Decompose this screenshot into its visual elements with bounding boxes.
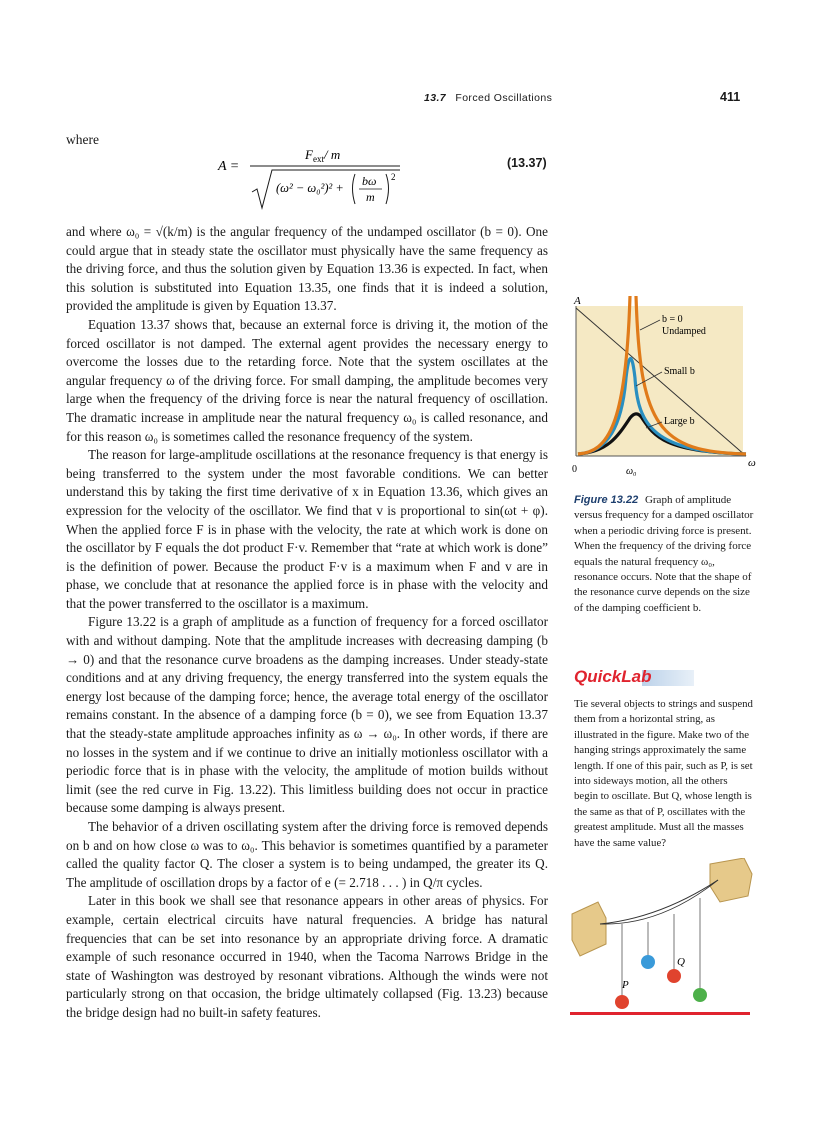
eq-exp: 2 <box>391 172 396 182</box>
section-number: 13.7 <box>424 92 447 104</box>
svg-text:Fext/ m <box>304 147 340 164</box>
paragraph: Later in this book we shall see that resonance appears in other areas of physics. For example, certain electrical circuits have natural frequencies. A bridge has natural frequencies that can be set into resonance by an appropriate driving force. A dramatic example of such resonance occurred in 1940, when the Tacoma Narrows Bridge in the state of Washington was destroyed by resonant vibrations. Although the winds were not particularly strong on that occasion, the bridge ultimately collapsed (Fig. 13.23) because the bridge design had no built-in safety features. <box>66 893 548 1020</box>
eq-den-bden: m <box>366 190 375 204</box>
where-label: where <box>66 132 99 147</box>
origin-label: 0 <box>572 464 577 475</box>
figure-label: Figure 13.22 <box>574 494 639 506</box>
label-undamped: Undamped <box>662 326 706 337</box>
quicklab-text: Tie several objects to strings and suspend them from a horizontal string, as illustrated in the figure. Make two of the hanging strings approximately the same length. If one of this pair, such as P, is set into sideways motion, all the others begin to oscillate. But Q, whose length is the same as that of P, oscillates with the greatest amplitude. Must all the masses have the same value? <box>574 698 753 849</box>
body-text <box>66 223 548 1023</box>
eq-den-a: (ω² − ω₀²)² + <box>276 181 344 195</box>
label-b0: b = 0 <box>662 314 683 325</box>
eq-lhs: A = <box>218 159 240 174</box>
bob-blue <box>641 955 655 969</box>
bob-q <box>667 969 681 983</box>
paragraph: The reason for large-amplitude oscillations at the resonance frequency is that energy is being transferred to the system under the most favorable conditions. We can better understand this by taking the first time derivative of x in Equation 13.36, which gives an expression for the velocity of the oscillator. We find that v is proportional to sin(ωt + φ). When the applied force F is in phase with the velocity, the rate at which work is done on the oscillator by F equals the dot product F·v. Remember that “rate at which work is done” is the definition of power. Because the product F·v is a maximum when F and v are in phase, we conclude that at resonance the applied force is in phase with the velocity and that the power transferred to the oscillator is a maximum. <box>66 447 548 611</box>
axis-x-label: ω <box>748 457 756 469</box>
quicklab-rule <box>570 1012 750 1015</box>
bob-green <box>693 988 707 1002</box>
equation-number: (13.37) <box>507 156 547 170</box>
left-support <box>572 902 606 956</box>
running-header <box>424 92 552 104</box>
equation-13-37 <box>200 140 430 220</box>
right-support <box>710 858 752 902</box>
paragraph: and where ω₀ = √(k/m) is the angular frequency of the undamped oscillator (b = 0). One could argue that in steady state the oscillator must physically have the same frequency as the driving force, and thus the solution given by Equation 13.36 is expected. In fact, when this solution is substituted into Equation 13.35, one finds that it is indeed a solution, provided the amplitude is given by Equation 13.37. <box>66 224 548 314</box>
page-number: 411 <box>720 90 741 104</box>
paragraph: Figure 13.22 is a graph of amplitude as a function of frequency for a forced oscillator with and without damping. Note that the amplitude increases with decreasing damping (b → 0) and that the resonance curve broadens as the damping increases. Under steady-state conditions and at any driving frequency, the energy transferred into the system equals the energy lost because of the damping force; hence, the average total energy of the oscillator remains constant. In the absence of a damping force (b = 0), we see from Equation 13.37 that the steady-state amplitude approaches infinity as ω → ω₀. In other words, if there are no losses in the system and if we continue to drive an initially motionless oscillator with a periodic force that is in phase with the velocity, the amplitude of motion builds without limit (see the red curve in Fig. 13.22). This limitless building does not occur in practice because some damping is always present. <box>66 614 548 816</box>
paragraph: The behavior of a driven oscillating system after the driving force is removed depends on b and on how close ω was to ω₀. This behavior is sometimes quantified by a parameter called the quality factor Q. The closer a system is to being undamped, the greater its Q. The amplitude of oscillation drops by a factor of e (= 2.718 . . . ) in Q/π cycles. <box>66 819 548 890</box>
bob-p <box>615 995 629 1009</box>
caption-text: Graph of amplitude versus frequency for a damped oscillator when a periodic driving force is present. When the frequency of the driving force equals the natural frequency ω₀, resonance occurs. Note that the shape of the resonance curve depends on the size of the damping coefficient b. <box>574 494 754 614</box>
quicklab-heading <box>574 667 714 691</box>
eq-num-sub: ext <box>312 154 324 164</box>
axis-y-label: A <box>574 296 581 307</box>
quicklab-title: QuickLab <box>574 667 652 686</box>
figure-caption <box>574 493 754 616</box>
section-title: Forced Oscillations <box>455 92 553 104</box>
label-small-b: Small b <box>664 366 695 377</box>
paragraph: Equation 13.37 shows that, because an external force is driving it, the motion of the forced oscillator is not damped. The external agent provides the necessary energy to overcome the losses due to the retarding force. Note that the system oscillates at the angular frequency ω of the driving force. For small damping, the amplitude becomes very large when the frequency of the driving force is near the natural frequency of oscillation. The dramatic increase in amplitude near the natural frequency ω₀ is called resonance, and for this reason ω₀ is sometimes called the resonance frequency of the system. <box>66 316 548 444</box>
eq-num-rest: / m <box>323 147 341 162</box>
pendulum-illustration <box>570 858 760 1018</box>
omega0-tick: ω₀ <box>626 466 637 477</box>
eq-num-f: F <box>305 147 313 162</box>
resonance-graph <box>568 296 758 486</box>
eq-den-bnum: bω <box>362 174 377 188</box>
label-large-b: Large b <box>664 416 695 427</box>
label-q: Q <box>677 956 685 968</box>
label-p: P <box>622 979 629 991</box>
